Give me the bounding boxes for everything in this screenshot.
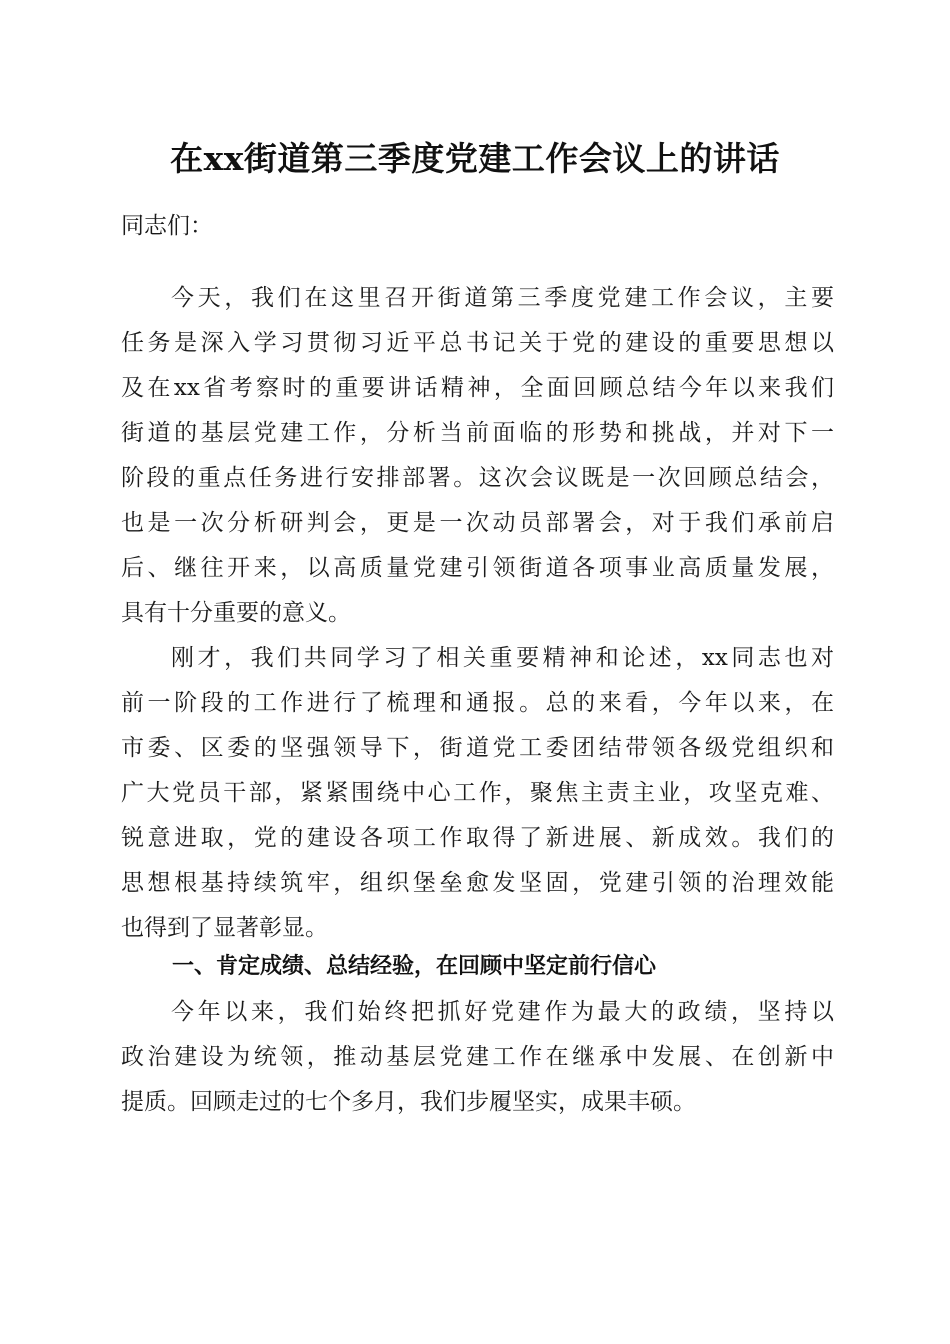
paragraph-3-line: 政治建设为统领，推动基层党建工作在继承中发展、在创新中 [121, 1044, 834, 1070]
paragraph-2-line: 广大党员干部，紧紧围绕中心工作，聚焦主责主业，攻坚克难、 [121, 780, 834, 806]
paragraph-2-line: 思想根基持续筑牢，组织堡垒愈发坚固，党建引领的治理效能 [121, 870, 834, 896]
paragraph-1-line: 今天，我们在这里召开街道第三季度党建工作会议，主要 [171, 285, 834, 311]
paragraph-1-line: 也是一次分析研判会，更是一次动员部署会，对于我们承前启 [121, 510, 834, 536]
paragraph-1-line: 及在xx省考察时的重要讲话精神，全面回顾总结今年以来我们 [121, 375, 834, 401]
paragraph-2-line: 市委、区委的坚强领导下，街道党工委团结带领各级党组织和 [121, 735, 834, 761]
salutation: 同志们： [121, 213, 213, 239]
paragraph-2-line: 也得到了显著彰显。 [121, 915, 328, 941]
paragraph-1-line: 阶段的重点任务进行安排部署。这次会议既是一次回顾总结会， [121, 465, 834, 491]
paragraph-1-line: 具有十分重要的意义。 [121, 600, 351, 626]
paragraph-2-line: 前一阶段的工作进行了梳理和通报。总的来看，今年以来，在 [121, 690, 834, 716]
paragraph-1-line: 任务是深入学习贯彻习近平总书记关于党的建设的重要思想以 [121, 330, 834, 356]
paragraph-2-line: 刚才，我们共同学习了相关重要精神和论述，xx同志也对 [171, 645, 834, 671]
section-1-heading: 一、肯定成绩、总结经验，在回顾中坚定前行信心 [172, 954, 657, 979]
paragraph-2-line: 锐意进取，党的建设各项工作取得了新进展、新成效。我们的 [121, 825, 834, 851]
document-title: 在xx街道第三季度党建工作会议上的讲话 [170, 139, 780, 178]
paragraph-3-line: 提质。回顾走过的七个多月，我们步履坚实，成果丰硕。 [121, 1089, 696, 1115]
paragraph-1-line: 街道的基层党建工作，分析当前面临的形势和挑战，并对下一 [121, 420, 834, 446]
paragraph-1-line: 后、继往开来，以高质量党建引领街道各项事业高质量发展， [121, 555, 834, 581]
paragraph-3-line: 今年以来，我们始终把抓好党建作为最大的政绩，坚持以 [171, 999, 834, 1025]
